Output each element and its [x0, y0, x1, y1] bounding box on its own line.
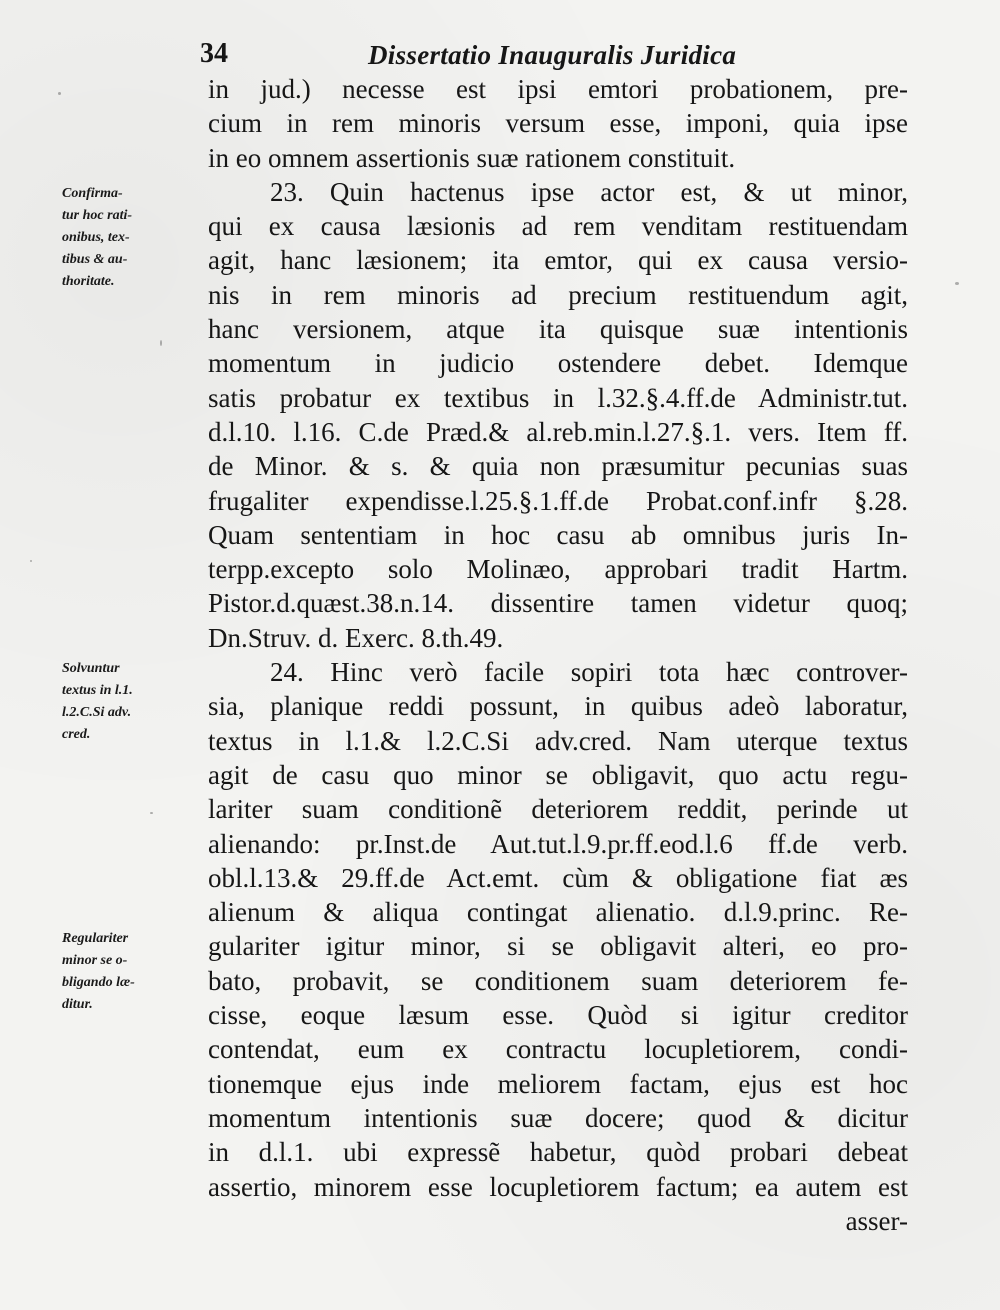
- text-line: assertio, minorem esse locupletiorem factum; ea autem est: [208, 1171, 908, 1202]
- text-line: nis in rem minoris ad precium restituendum agit,: [208, 279, 908, 310]
- text-line: in jud.) necesse est ipsi emtori probationem, pre-: [208, 74, 908, 104]
- body-text: [208, 72, 908, 1238]
- text-line: tionemque ejus inde meliorem factam, ejus est hoc: [208, 1068, 908, 1099]
- margin-note-line: ditur.: [62, 997, 93, 1012]
- margin-note-line: tibus & au-: [62, 252, 128, 267]
- margin-note-line: textus in l.1.: [62, 683, 133, 698]
- text-line: agit de casu quo minor se obligavit, quo actu regu-: [208, 759, 908, 790]
- margin-note-line: tur hoc rati-: [62, 208, 133, 223]
- paper-speck: [150, 812, 153, 814]
- paper-speck: [955, 282, 959, 285]
- text-line: satis probatur ex textibus in l.32.§.4.ff.de Administr.tut.: [208, 382, 908, 413]
- text-line: agit, hanc læsionem; ita emtor, qui ex causa versio-: [208, 245, 908, 276]
- margin-note-line: l.2.C.Si adv.: [62, 705, 132, 720]
- text-line: alienando: pr.Inst.de Aut.tut.l.9.pr.ff.eod.l.6 ff.de verb.: [208, 828, 908, 859]
- text-line: frugaliter expendisse.l.25.§.1.ff.de Probat.conf.infr §.28.: [208, 485, 908, 516]
- text-line: Quam sententiam in hoc casu ab omnibus juris In-: [208, 519, 908, 550]
- text-line: lariter suam conditionẽ deteriorem reddit, perinde ut: [208, 794, 908, 825]
- text-line: gulariter igitur minor, si se obligavit alteri, eo pro-: [208, 931, 908, 962]
- page-header: [200, 38, 910, 74]
- running-head: Dissertatio Inauguralis Juridica: [368, 40, 737, 70]
- text-line: textus in l.1.& l.2.C.Si adv.cred. Nam uterque textus: [208, 725, 908, 756]
- text-line: Pistor.d.quæst.38.n.14. dissentire tamen videtur quoq;: [208, 588, 908, 619]
- margin-note-line: Confirma-: [62, 186, 123, 201]
- text-line: 24. Hinc verò facile sopiri tota hæc controver-: [270, 657, 908, 688]
- text-line: momentum in judicio ostendere debet. Idemque: [208, 348, 908, 379]
- text-line: contendat, eum ex contractu locupletiorem, condi-: [208, 1034, 908, 1065]
- text-line: terpp.excepto solo Molinæo, approbari tradit Hartm.: [208, 554, 908, 585]
- margin-note-regulariter: [62, 928, 204, 1016]
- paper-speck: [30, 560, 32, 562]
- text-line: alienum & aliqua contingat alienatio. d.l.9.princ. Re-: [208, 897, 908, 928]
- margin-note-line: cred.: [62, 727, 91, 742]
- margin-note-line: Solvuntur: [62, 661, 120, 676]
- margin-note-line: minor se o-: [62, 953, 128, 968]
- text-line: in d.l.1. ubi expressẽ habetur, quòd probari debeat: [208, 1137, 908, 1168]
- text-line: qui ex causa læsionis ad rem venditam restituendam: [208, 211, 908, 242]
- text-line: 23. Quin hactenus ipse actor est, & ut minor,: [270, 176, 908, 207]
- margin-note-confirmatur: [62, 183, 204, 293]
- catchword: asser-: [845, 1205, 908, 1236]
- text-line: cium in rem minoris versum esse, imponi, quia ipse: [208, 108, 908, 139]
- text-line: cisse, eoque læsum esse. Quòd si igitur creditor: [208, 1000, 908, 1031]
- text-line: obl.l.13.& 29.ff.de Act.emt. cùm & obligatione fiat æs: [208, 862, 908, 893]
- margin-note-line: onibus, tex-: [62, 230, 130, 245]
- text-line: d.l.10. l.16. C.de Præd.& al.reb.min.l.27.§.1. vers. Item ff.: [208, 416, 908, 447]
- paper-speck: [58, 92, 61, 95]
- margin-note-line: Regulariter: [62, 931, 129, 946]
- margin-note-line: bligando læ-: [62, 975, 135, 990]
- text-line: Dn.Struv. d. Exerc. 8.th.49.: [208, 622, 504, 653]
- margin-note-line: thoritate.: [62, 274, 115, 289]
- text-line: de Minor. & s. & quia non præsumitur pecunias suas: [208, 451, 908, 482]
- text-line: bato, probavit, se conditionem suam deteriorem fe-: [208, 965, 908, 996]
- paper-speck: [160, 340, 162, 346]
- text-line: momentum intentionis suæ docere; quod & dicitur: [208, 1102, 908, 1133]
- page-number: 34: [200, 38, 228, 69]
- text-line: in eo omnem assertionis suæ rationem constituit.: [208, 142, 736, 173]
- margin-note-solvuntur: [62, 658, 204, 746]
- text-line: hanc versionem, atque ita quisque suæ intentionis: [208, 314, 908, 345]
- text-line: sia, planique reddi possunt, in quibus adeò laboratur,: [208, 691, 908, 722]
